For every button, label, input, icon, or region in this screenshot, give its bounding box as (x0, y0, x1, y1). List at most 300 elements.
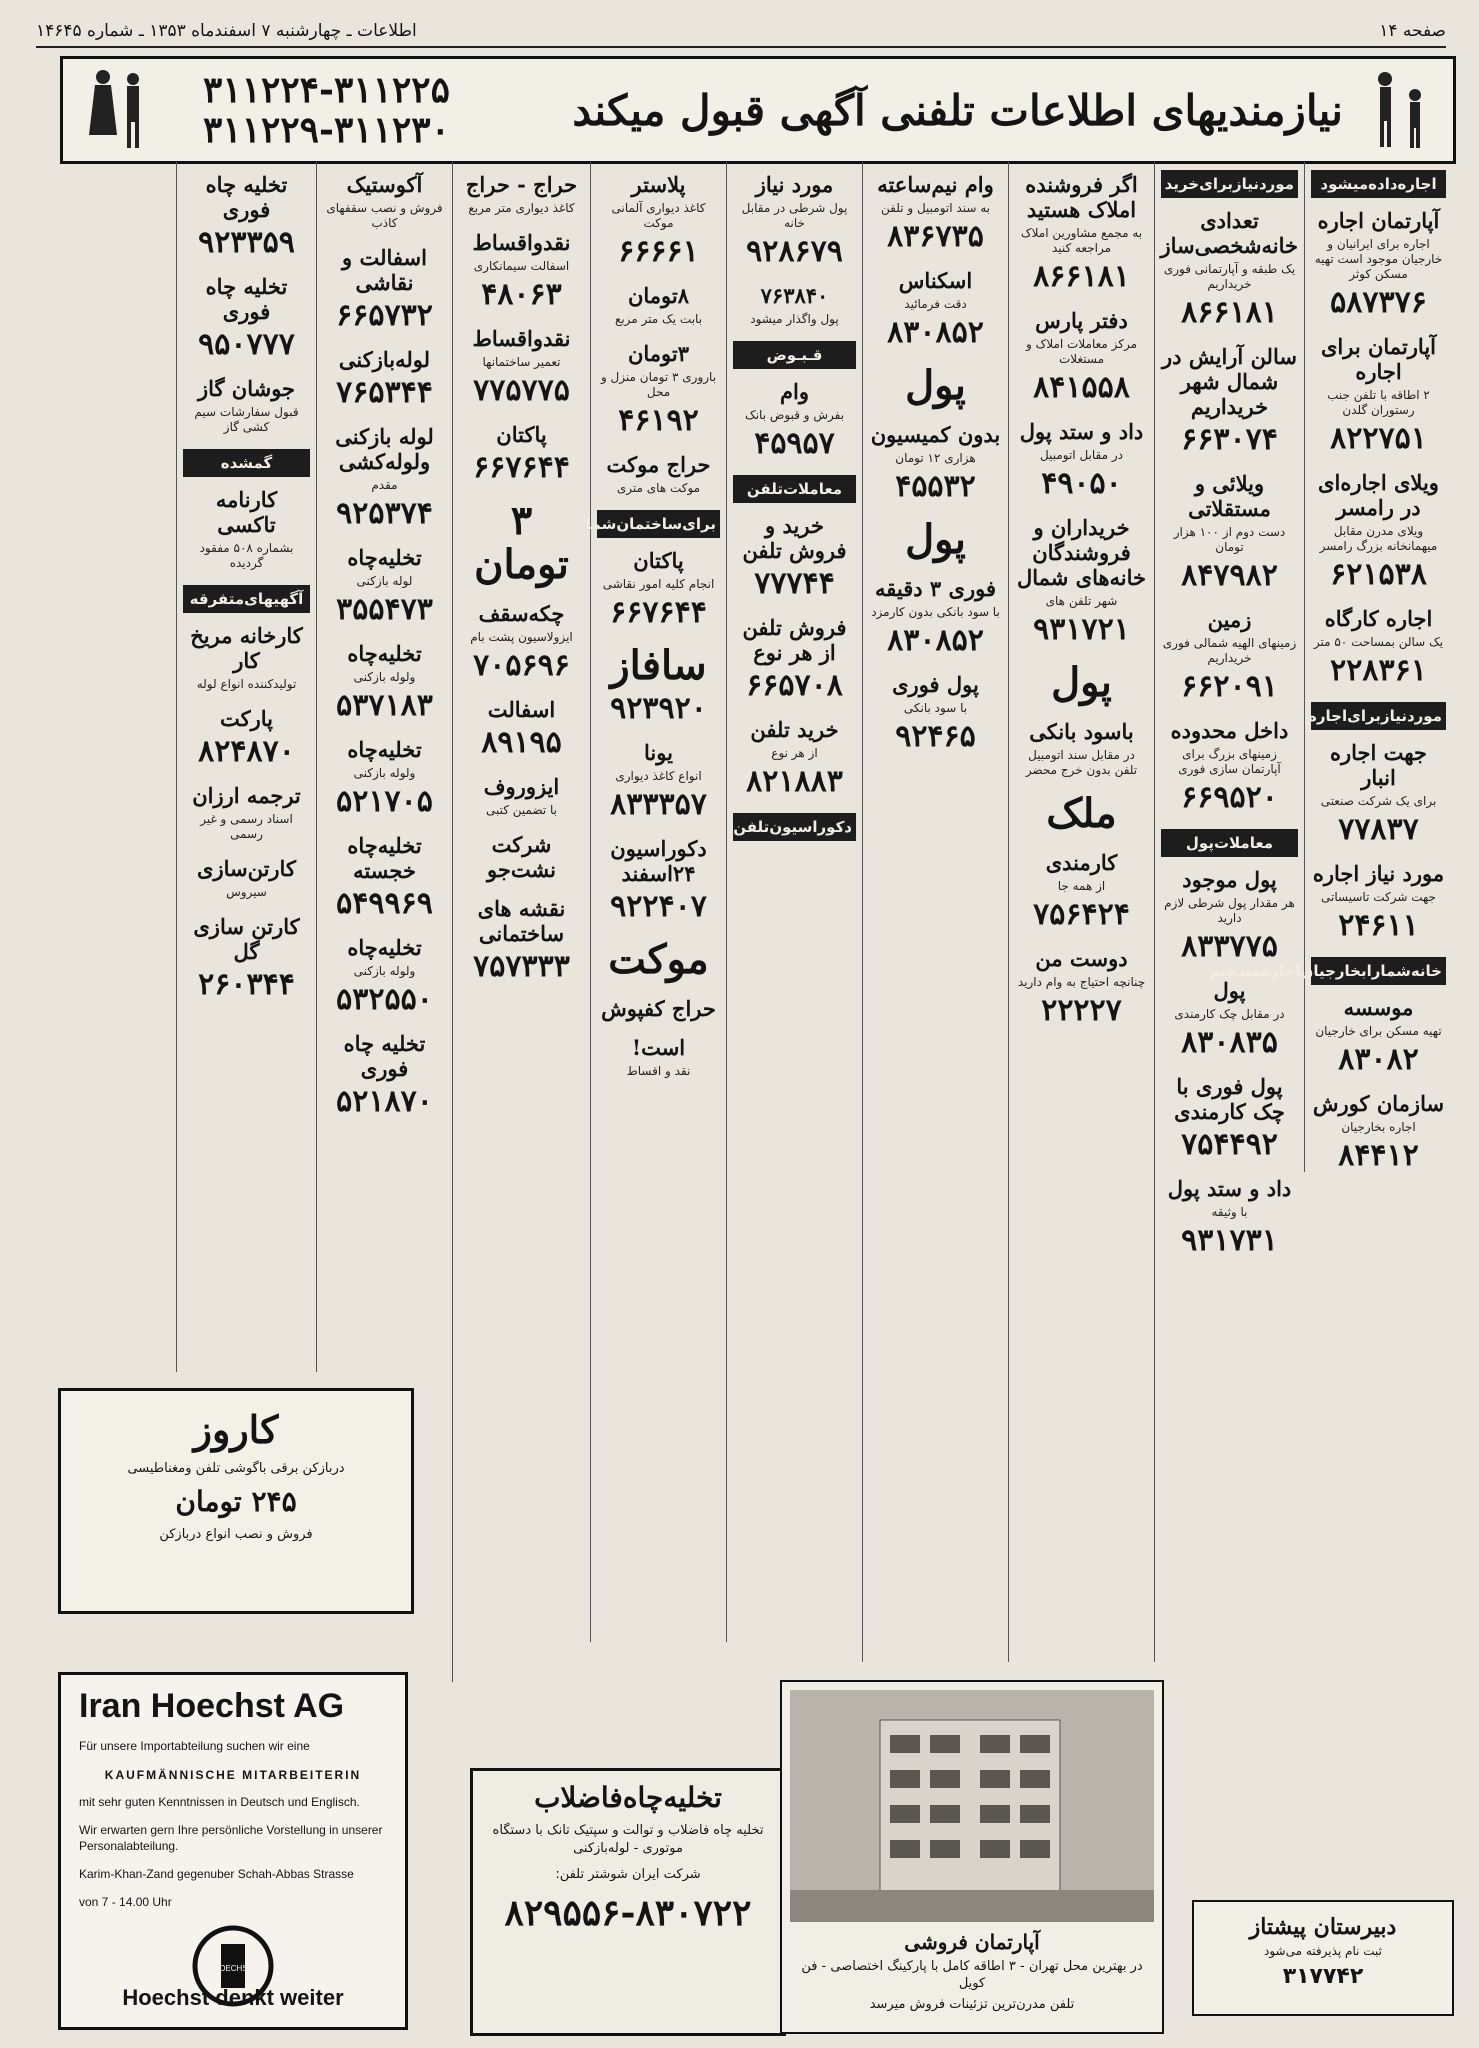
ad-title: ایزوروف (483, 774, 560, 799)
ad-phone: ۸۳۰۸۳۵ (1181, 1025, 1278, 1060)
classified-ad (183, 274, 310, 362)
classified-ad (323, 545, 446, 627)
ad-body: برای یک شرکت صنعتی (1320, 794, 1437, 808)
ad-phone: ۶۶۳۰۷۴ (1181, 422, 1278, 457)
column-5 (726, 162, 862, 1642)
apartment-title: آپارتمان فروشی (904, 1930, 1040, 1954)
classified-ad (1311, 995, 1446, 1077)
classified-ad (597, 644, 720, 726)
classified-ad (869, 672, 1002, 754)
hoechst-slogan: Hoechst denkt weiter (122, 1985, 344, 2010)
ad-title: پول (905, 362, 966, 409)
ad-body: انجام کلیه امور نقاشی (602, 577, 715, 591)
ad-phone: ۸۲۲۷۵۱ (1330, 421, 1427, 456)
classified-ad (323, 172, 446, 231)
classified-ad (323, 1031, 446, 1119)
apartment-body: در بهترین محل تهران - ۳ اطاقه کامل با پارکینگ اختصاصی - فن کویل (801, 1959, 1143, 1991)
ad-body: چنانچه احتیاج به وام دارید (1017, 975, 1146, 989)
classifieds-banner (60, 56, 1456, 164)
classified-ad (323, 424, 446, 531)
classified-ad (183, 856, 310, 900)
ad-phone: ۷۵۷۳۳۳ (473, 949, 570, 984)
ad-title: سازمان کورش (1312, 1091, 1445, 1116)
ad-title: سالن آرایش در شمال شهر خریداریم (1162, 344, 1297, 419)
ad-title: پول (1051, 659, 1112, 706)
ad-phone: ۸۲۱۸۸۳ (746, 764, 843, 799)
ad-phone: ۸۶۶۱۸۱ (1181, 295, 1278, 330)
section-header: برای‌ساختمان‌شما (597, 510, 720, 538)
ad-phone: ۵۸۷۳۷۶ (1330, 285, 1427, 320)
ad-body: به مجمع مشاورین املاک مراجعه کنید (1020, 226, 1143, 255)
classified-ad (733, 513, 856, 601)
ad-phone: ۹۲۸۶۷۹ (746, 234, 843, 269)
ad-title: پول (905, 516, 966, 563)
karvar-footer: فروش و نصب انواع دربازکن (159, 1527, 313, 1542)
section-header: قـبـوض (733, 341, 856, 369)
ad-title: مورد نیاز (755, 172, 834, 197)
ad-title: حراج موکت (606, 452, 711, 477)
ad-body: انواع کاغذ دیواری (615, 769, 702, 783)
ad-title: خرید تلفن (750, 717, 839, 742)
ad-phone: ۸۹۱۹۵ (481, 725, 562, 760)
apartment-contact: تلفن مدرن‌ترین تزئینات فروش میرسد (869, 1997, 1075, 2012)
classified-ad (1015, 308, 1148, 405)
classified-ad (869, 576, 1002, 658)
ad-title: اسفالت و نقاشی (342, 245, 427, 295)
pishtaz-school-ad (1192, 1900, 1454, 2016)
ad-body: اجاره برای ایرانیان و خارجیان موجود است تهیه مسکن کوثر (1314, 237, 1443, 281)
ad-phone: ۳۵۵۴۷۳ (336, 592, 433, 627)
ad-title: تخلیه چاه فوری (205, 172, 288, 222)
ad-title: نقشه های ساختمانی (477, 896, 566, 946)
classified-ad (1015, 172, 1148, 294)
couple-illustration (69, 65, 161, 153)
ad-title: اگر فروشنده املاک هستید (1025, 172, 1138, 222)
ad-phone: ۲۲۸۳۶۱ (1330, 653, 1427, 688)
ad-phone: ۲۲۲۲۷ (1041, 993, 1122, 1028)
ad-title: شرکت نشت‌جو (486, 832, 557, 882)
classified-ad (323, 347, 446, 410)
ad-phone: ۶۶۹۵۲۰ (1181, 780, 1278, 815)
classified-ad (459, 774, 584, 818)
ad-phone: ۷۶۵۳۴۴ (336, 375, 433, 410)
ad-title: ویلای اجاره‌ای در رامسر (1318, 470, 1439, 520)
ad-title: کارمندی (1045, 850, 1118, 875)
classified-ad (1311, 1091, 1446, 1173)
ad-title: اجاره کارگاه (1324, 606, 1433, 631)
ad-phone: ۵۴۹۹۶۹ (336, 886, 433, 921)
ad-title: جهت اجاره انبار (1330, 740, 1427, 790)
ad-body: اجاره بخارجیان (1341, 1120, 1416, 1134)
ad-phone: ۸۳۰۸۲ (1338, 1042, 1419, 1077)
ad-title: پاکتان (633, 548, 684, 573)
classified-ad (183, 376, 310, 435)
ad-phone: ۸۳۳۷۷۵ (1181, 929, 1278, 964)
classified-ad (459, 230, 584, 312)
section-header: معاملات‌پول (1161, 829, 1298, 857)
ad-title: تخلیه چاه فوری (205, 274, 288, 324)
ad-phone: ۴۵۹۵۷ (754, 426, 835, 461)
ad-title: پارکت (219, 706, 273, 731)
ad-title: پاکتان (496, 422, 547, 447)
ad-title: خریداران و فروشندگان خانه‌های شمال (1016, 515, 1147, 590)
classified-ad (459, 499, 584, 587)
ad-title: بدون کمیسیون (870, 422, 1001, 447)
classified-ad (1161, 208, 1298, 330)
ad-phone: ۸۶۶۱۸۱ (1033, 259, 1130, 294)
ad-body: با سود بانکی بدون کارمزد (871, 605, 1000, 619)
ad-body: تولیدکننده انواع لوله (196, 677, 297, 691)
ad-phone: ۹۳۱۷۳۱ (1181, 1223, 1278, 1258)
ad-body: یک سالن بمساحت ۵۰ متر (1313, 635, 1444, 649)
ad-title: اسفالت (487, 697, 556, 722)
banner-headline: نیازمندیهای اطلاعات تلفنی آگهی قبول میکند (572, 85, 1343, 135)
ad-body: به سند اتومبیل و تلفن (881, 201, 990, 215)
ad-title: داد و ستد پول (1167, 1176, 1292, 1201)
ad-title: زمین (1207, 607, 1252, 632)
ad-phone: ۶۶۲۰۹۱ (1181, 669, 1278, 704)
classified-ad (183, 172, 310, 260)
ad-title: آپارتمان برای اجاره (1320, 334, 1437, 384)
ad-phone: ۸۳۳۳۵۷ (610, 787, 707, 822)
ad-body: شهر تلفن های (1045, 594, 1118, 608)
column-6 (585, 162, 726, 1642)
classified-ad (459, 326, 584, 408)
classified-ad (183, 706, 310, 769)
ad-title: لوله‌بازکنی (338, 347, 431, 372)
ad-body: مقدم (371, 478, 398, 492)
classified-ad (597, 452, 720, 496)
ad-body: از همه جا (1057, 879, 1106, 893)
ad-phone: ۴۵۵۳۲ (895, 469, 976, 504)
ad-phone: ۶۶۷۶۴۴ (473, 450, 570, 485)
classified-ad (183, 914, 310, 1002)
ad-title: کارتن‌سازی (197, 856, 296, 881)
classified-ad (597, 836, 720, 924)
banner-phones-line1: ۳۱۱۲۲۴-۳۱۱۲۲۵ (203, 69, 450, 111)
ad-title: ملک (1046, 790, 1117, 837)
ad-body: سیروس (226, 885, 267, 899)
ad-title: موسسه (1343, 995, 1414, 1020)
ad-phone: ۹۲۵۳۷۴ (336, 496, 433, 531)
ad-body: با وثیقه (1211, 1205, 1248, 1219)
ad-title: پول (1213, 978, 1246, 1003)
ad-body: بفرش و قبوض بانک (744, 408, 845, 422)
karvar-body: دربازکن برقی باگوشی تلفن ومغناطیسی (127, 1461, 345, 1476)
ad-body: هر مقدار پول شرطی لازم دارید (1164, 896, 1295, 925)
ad-phone: ۷۵۴۴۹۲ (1181, 1127, 1278, 1162)
column-8 (316, 162, 452, 1372)
ad-title: چکه‌سقف (478, 601, 565, 626)
ad-body: هزاری ۱۲ تومان (895, 451, 976, 465)
ad-phone: ۵۳۲۵۵۰ (336, 982, 433, 1017)
building-photo (790, 1690, 1154, 1922)
ad-title: وام (780, 379, 809, 404)
ad-title: است! (631, 1035, 686, 1060)
ad-title: یونا (644, 740, 673, 765)
ad-title: داخل محدوده (1170, 718, 1289, 743)
classified-ad (1015, 946, 1148, 1028)
pishtaz-phone: ۳۱۷۷۴۲ (1282, 1964, 1364, 1989)
ad-title: تخلیه‌چاه (347, 641, 422, 666)
classified-ad (323, 245, 446, 333)
ad-body: ایزولاسیون پشت بام (470, 630, 573, 644)
pishtaz-body: ثبت نام پذیرفته می‌شود (1263, 1944, 1383, 1958)
section-header: موردنیازبرای‌اجاره (1311, 702, 1446, 730)
apartment-sale-ad (780, 1680, 1164, 2034)
ad-title: سافاز (610, 642, 707, 689)
page-number: صفحه ۱۴ (1379, 21, 1446, 41)
section-header: معاملات‌تلفن (733, 475, 856, 503)
ad-body: در مقابل سند اتومبیل تلفن بدون خرج محضر (1025, 748, 1138, 777)
ad-phone: ۸۴۷۹۸۲ (1181, 558, 1278, 593)
ad-phone: ۷۷۵۷۷۵ (473, 373, 570, 408)
ad-phone: ۴۶۱۹۲ (618, 403, 699, 438)
karvar-ad (58, 1388, 414, 1614)
ad-title: وام نیم‌ساعته (877, 172, 994, 197)
ad-phone: ۸۳۰۸۵۲ (887, 623, 984, 658)
ad-body: یک طبقه و آپارتمانی فوری خریداریم (1163, 262, 1296, 291)
classified-ad (1015, 661, 1148, 705)
ad-title: مورد نیاز اجاره (1312, 861, 1445, 886)
classified-ad (1161, 1074, 1298, 1162)
hoechst-position: KAUFMÄNNISCHE MITARBEITERIN (104, 1768, 362, 1782)
classified-ad (597, 996, 720, 1021)
classified-ad (597, 740, 720, 822)
classified-ad (869, 268, 1002, 350)
ad-body: پول واگذار میشود (750, 312, 839, 326)
classified-ad (597, 341, 720, 438)
classified-ad (183, 623, 310, 692)
ad-body: زمینهای بزرگ برای آپارتمان سازی فوری (1178, 747, 1281, 776)
ad-body: از هر نوع (771, 746, 818, 760)
section-header: خانه‌شمارابخارجیان‌اجاره‌میدهیم (1311, 957, 1446, 985)
ad-title: کارنامه تاکسی (215, 487, 278, 537)
classified-ad (1311, 334, 1446, 456)
ad-title: نقدواقساط (472, 230, 571, 255)
ad-title: فوری ۳ دقیقه (875, 576, 996, 601)
classified-ad (733, 379, 856, 461)
ad-phone: ۹۳۱۷۲۱ (1033, 612, 1130, 647)
section-header: گمشده (183, 449, 310, 477)
classified-ad (1161, 867, 1298, 964)
classified-ad (323, 833, 446, 921)
ad-body: کاغذ دیواری آلمانی موکت (611, 201, 706, 230)
ad-phone: ۶۲۱۵۳۸ (1330, 557, 1427, 592)
column-3 (1008, 162, 1154, 1662)
ad-title: تخلیه چاه فوری (343, 1031, 426, 1081)
ad-title: تخلیه‌چاه خجسته (347, 833, 422, 883)
classified-ad (869, 518, 1002, 562)
ad-title: ۳ تومان (474, 497, 569, 588)
ad-body: زمینهای الهیه شمالی فوری خریداریم (1162, 636, 1297, 665)
drain-body: تخلیه چاه فاضلاب و توالت و سپتیک تانک با دستگاه موتوری - لوله‌بازکنی (492, 1823, 764, 1856)
classified-ad (1311, 470, 1446, 592)
section-header: آگهیهای‌متفرقه (183, 585, 310, 613)
ad-title: داد و ستد پول (1019, 419, 1144, 444)
ad-title: جوشان گاز (197, 376, 296, 401)
classified-ad (1015, 850, 1148, 932)
hoechst-line2: mit sehr guten Kenntnissen in Deutsch und Englisch. (79, 1795, 360, 1809)
ad-phone: ۷۵۶۴۲۴ (1033, 897, 1130, 932)
hoechst-title: Iran Hoechst AG (79, 1687, 345, 1725)
classified-ad (1161, 471, 1298, 593)
classified-ad (597, 548, 720, 630)
ad-body: ولوله بازکنی (353, 766, 416, 780)
ad-phone: ۹۲۲۴۰۷ (610, 889, 707, 924)
ad-body: مرکز معاملات املاک و مستغلات (1025, 337, 1138, 366)
ad-phone: ۴۸۰۶۳ (481, 277, 562, 312)
ad-title: خرید و فروش تلفن (742, 513, 847, 563)
ad-title: ۸تومان (627, 283, 690, 308)
classified-ad (1311, 208, 1446, 320)
ad-body: بشماره ۵۰۸ مفقود گردیده (199, 541, 294, 570)
ad-title: دوست من (1035, 946, 1128, 971)
classified-ad (459, 422, 584, 485)
ad-body: تهیه مسکن برای خارجیان (1315, 1024, 1442, 1038)
drain-title: تخلیه‌چاه‌فاضلاب (534, 1781, 722, 1814)
classified-ad (597, 1035, 720, 1079)
classified-ad (597, 283, 720, 327)
ad-phone: ۸۳۰۸۵۲ (887, 315, 984, 350)
classified-ad (869, 172, 1002, 254)
section-header: دکوراسیون‌تلفن (733, 813, 856, 841)
ad-title: باسود بانکی (1029, 719, 1134, 744)
ad-body: قبول سفارشات سیم کشی گاز (194, 405, 299, 434)
ad-body: اسفالت سیمانکاری (473, 259, 570, 273)
column-9 (176, 162, 316, 1372)
ad-title: دفتر پارس (1035, 308, 1128, 333)
ad-body: موکت های متری (616, 481, 701, 495)
classified-ad (1161, 607, 1298, 704)
ad-body: کاغذ دیواری متر مربع (468, 201, 575, 215)
karvar-price: ۲۴۵ تومان (175, 1485, 297, 1518)
ad-phone: ۶۶۵۷۳۲ (336, 298, 433, 333)
classified-ad (323, 737, 446, 819)
classified-ad (323, 641, 446, 723)
ad-title: لوله بازکنی ولوله‌کشی (335, 424, 434, 474)
ad-title: تخلیه‌چاه (347, 545, 422, 570)
ad-title: موکت (608, 936, 709, 983)
classified-ad (323, 935, 446, 1017)
ad-phone: ۸۴۴۱۲ (1338, 1138, 1419, 1173)
ad-body: ویلای مدرن مقابل میهمانخانه بزرگ رامسر (1319, 524, 1438, 553)
ad-body: در مقابل چک کارمندی (1174, 1007, 1285, 1021)
ad-title: پول فوری (892, 672, 979, 697)
hoechst-job-ad (58, 1672, 408, 2030)
hoechst-line1: Für unsere Importabteilung suchen wir eine (79, 1739, 310, 1753)
classified-ad (1311, 861, 1446, 943)
classified-ad (1161, 718, 1298, 815)
section-header: موردنیازبرای‌خرید (1161, 170, 1298, 198)
ad-body: اسناد رسمی و غیر رسمی (200, 812, 293, 841)
issue-line: اطلاعات ـ چهارشنبه ۷ اسفندماه ۱۳۵۳ ـ شماره ۱۴۶۴۵ (36, 21, 417, 41)
column-7 (452, 162, 590, 1682)
classified-ad (183, 783, 310, 842)
ad-body: بابت یک متر مربع (614, 312, 703, 326)
hoechst-line3: Wir erwarten gern Ihre persönliche Vorstellung in unserer Personalabteilung. (79, 1823, 383, 1853)
classified-ad (733, 717, 856, 799)
ad-phone: ۸۴۱۵۵۸ (1033, 370, 1130, 405)
ad-phone: ۹۵۰۷۷۷ (198, 327, 295, 362)
ad-body: با سود بانکی (903, 701, 968, 715)
classified-ad (733, 283, 856, 327)
running-header (36, 16, 1446, 48)
walking-family-illustration (1355, 65, 1447, 153)
ad-phone: ۲۴۶۱۱ (1338, 908, 1419, 943)
ad-title: کارخانه مریخ کار (190, 623, 303, 673)
ad-title: فروش تلفن از هر نوع (742, 615, 847, 665)
ad-phone: ۷۷۸۳۷ (1338, 812, 1419, 847)
ad-phone: ۷۰۵۶۹۶ (473, 648, 570, 683)
ad-body: فروش و نصب سقفهای کاذب (326, 201, 443, 230)
ad-body: جهت شرکت تاسیساتی (1321, 890, 1436, 904)
ad-body: با تضمین کتبی (485, 803, 558, 817)
classified-ad (183, 487, 310, 571)
ad-body: نقد و اقساط (626, 1064, 691, 1078)
classified-ad (1311, 606, 1446, 688)
drain-phone: ۸۲۹۵۵۶-۸۳۰۷۲۲ (504, 1892, 752, 1934)
hoechst-line5: von 7 - 14.00 Uhr (79, 1895, 172, 1909)
ad-phone: ۲۶۰۳۴۴ (198, 967, 295, 1002)
classified-ad (1161, 1176, 1298, 1258)
classified-ad (459, 601, 584, 683)
ad-title: ترجمه ارزان (192, 783, 301, 808)
ad-body: ولوله بازکنی (353, 670, 416, 684)
ad-title: آپارتمان اجاره (1317, 208, 1440, 233)
classified-ad (1015, 792, 1148, 836)
svg-text:HOECHST: HOECHST (213, 1964, 253, 1973)
ad-title: حراج کفپوش (601, 996, 716, 1021)
hoechst-line4: Karim-Khan-Zand gegenuber Schah-Abbas Strasse (79, 1867, 354, 1881)
drain-cleaning-ad (470, 1768, 786, 2036)
classified-ad (459, 832, 584, 882)
classified-ad (1161, 344, 1298, 457)
column-4 (862, 162, 1008, 1662)
ad-body: دقت فرمائید (904, 297, 967, 311)
classified-ad (733, 615, 856, 703)
ad-body: در مقابل اتومبیل (1040, 448, 1123, 462)
classified-ad (459, 172, 584, 216)
ad-phone: ۴۹۰۵۰ (1041, 466, 1122, 501)
ad-title: پول موجود (1182, 867, 1277, 892)
karvar-title: کاروز (193, 1407, 279, 1452)
classified-ad (1015, 515, 1148, 647)
classified-ad (597, 172, 720, 269)
ad-body: تعمیر ساختمانها (482, 355, 561, 369)
ad-phone: ۸۲۴۸۷۰ (198, 734, 295, 769)
ad-title: کارتن سازی گل (193, 914, 300, 964)
ad-phone: ۹۲۳۹۲۰ (610, 691, 707, 726)
section-header: اجاره‌داده‌میشود (1311, 170, 1446, 198)
classified-ad (869, 422, 1002, 504)
ad-body: ۲ اطاقه با تلفن جنب رستوران گلدن (1327, 388, 1430, 417)
classified-ad (1015, 719, 1148, 778)
ad-title: تعدادی خانه‌شخصی‌ساز (1160, 208, 1298, 258)
ad-phone: ۷۷۷۴۴ (754, 566, 835, 601)
ad-phone: ۹۲۳۳۵۹ (198, 225, 295, 260)
ad-body: لوله بازکنی (356, 574, 413, 588)
ad-title: ۳تومان (627, 341, 690, 366)
ad-phone: ۸۳۶۷۳۵ (887, 219, 984, 254)
ad-title: حراج - حراج (465, 172, 578, 197)
classified-ad (1015, 419, 1148, 501)
ad-phone: ۵۲۱۷۰۵ (336, 784, 433, 819)
ad-title: دکوراسیون ۲۴اسفند (610, 836, 707, 886)
ad-body: دست دوم از ۱۰۰ هزار تومان (1173, 525, 1286, 554)
ad-title: پول فوری با چک کارمندی (1174, 1074, 1285, 1124)
ad-phone: ۹۲۴۶۵ (895, 719, 976, 754)
